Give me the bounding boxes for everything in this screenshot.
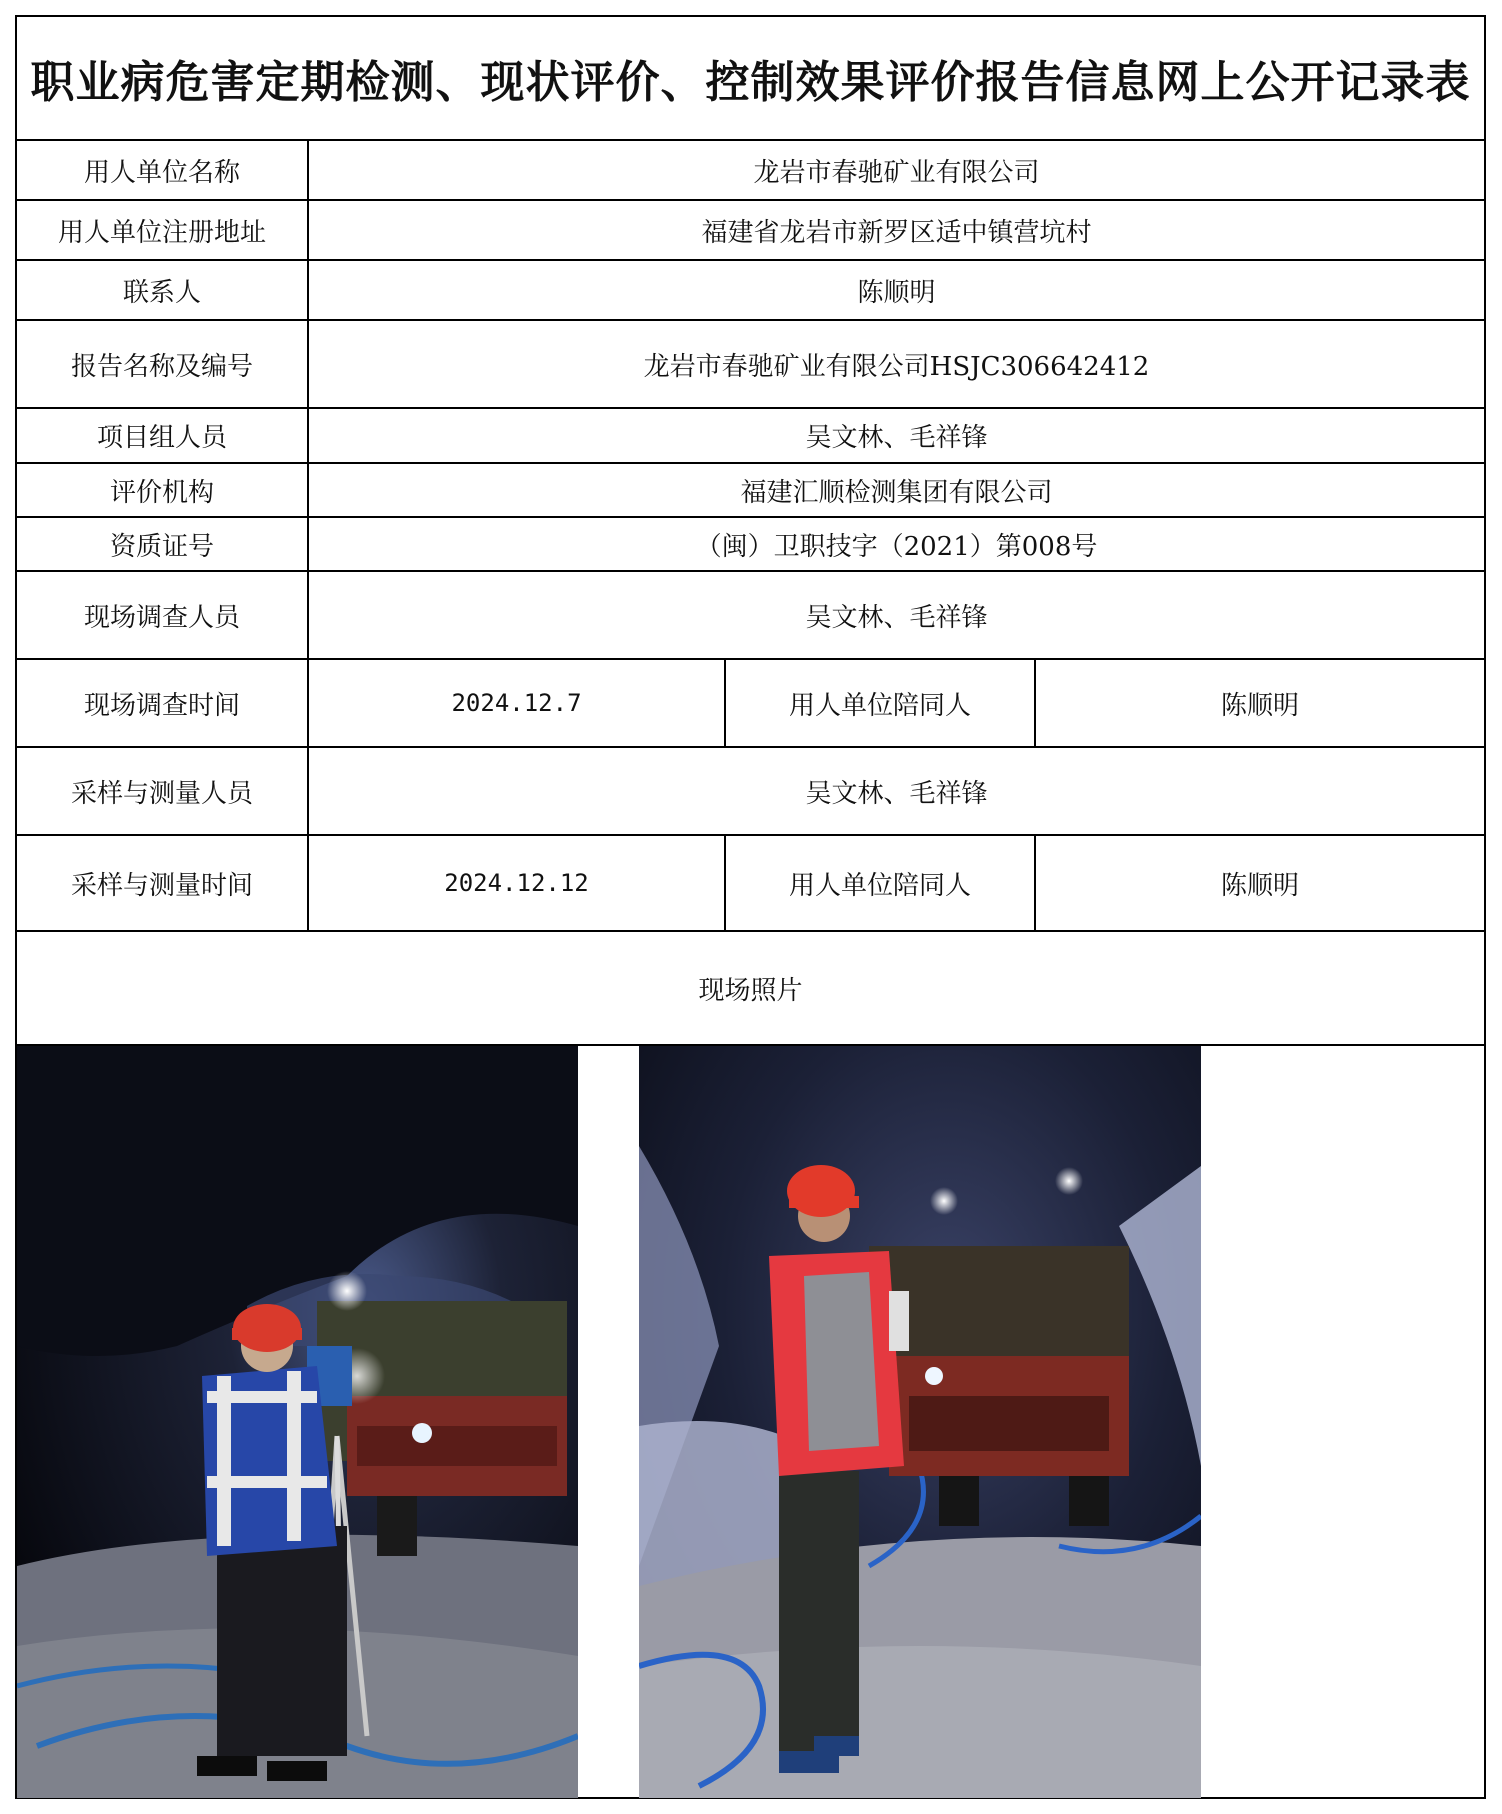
value-sampling-time: 2024.12.12: [309, 836, 726, 930]
value-registered-address: 福建省龙岩市新罗区适中镇营坑村: [701, 217, 1092, 248]
label-sampling-time: 采样与测量时间: [17, 836, 309, 930]
value-survey-staff: 吴文林、毛祥锋: [805, 602, 988, 633]
photo-worker-tripod-mine-tunnel: [17, 1046, 578, 1798]
row-evaluation-agency: [17, 464, 1484, 518]
row-sampling-staff: [17, 748, 1484, 836]
row-project-team: [17, 409, 1484, 464]
value-survey-companion: 陈顺明: [1220, 690, 1299, 721]
label-sampling-staff: 采样与测量人员: [17, 748, 309, 834]
row-employer-name: [17, 141, 1484, 201]
value-employer-name: 龙岩市春驰矿业有限公司: [753, 157, 1040, 188]
label-sampling-companion: 用人单位陪同人: [726, 836, 1036, 930]
label-survey-staff: 现场调查人员: [17, 572, 309, 658]
label-employer-name: 用人单位名称: [17, 141, 309, 199]
label-survey-time: 现场调查时间: [17, 660, 309, 746]
label-survey-companion: 用人单位陪同人: [726, 660, 1036, 746]
value-project-team: 吴文林、毛祥锋: [805, 423, 988, 453]
row-sampling-time: [17, 836, 1484, 932]
row-qualification-number: [17, 518, 1484, 572]
label-contact-person: 联系人: [17, 261, 309, 319]
value-sampling-staff: 吴文林、毛祥锋: [805, 778, 988, 809]
label-evaluation-agency: 评价机构: [17, 464, 309, 516]
row-contact-person: [17, 261, 1484, 321]
row-report-name: [17, 321, 1484, 409]
value-report-name: 龙岩市春驰矿业有限公司HSJC306642412: [643, 351, 1150, 382]
value-contact-person: 陈顺明: [857, 277, 936, 308]
value-sampling-companion: 陈顺明: [1220, 870, 1299, 901]
row-registered-address: [17, 201, 1484, 261]
value-survey-time: 2024.12.7: [309, 660, 726, 746]
label-qualification-number: 资质证号: [17, 518, 309, 570]
value-qualification-number: （闽）卫职技字（2021）第008号: [695, 531, 1098, 562]
label-report-name: 报告名称及编号: [17, 321, 309, 407]
label-registered-address: 用人单位注册地址: [17, 201, 309, 259]
photo-worker-red-jacket-mine-truck: [639, 1046, 1201, 1798]
photos-header: 现场照片: [17, 932, 1484, 1046]
row-survey-time: [17, 660, 1484, 748]
record-table: [15, 15, 1486, 1799]
page-title: 职业病危害定期检测、现状评价、控制效果评价报告信息网上公开记录表: [17, 17, 1484, 141]
row-survey-staff: [17, 572, 1484, 660]
label-project-team: 项目组人员: [17, 409, 309, 462]
value-evaluation-agency: 福建汇顺检测集团有限公司: [740, 477, 1053, 508]
